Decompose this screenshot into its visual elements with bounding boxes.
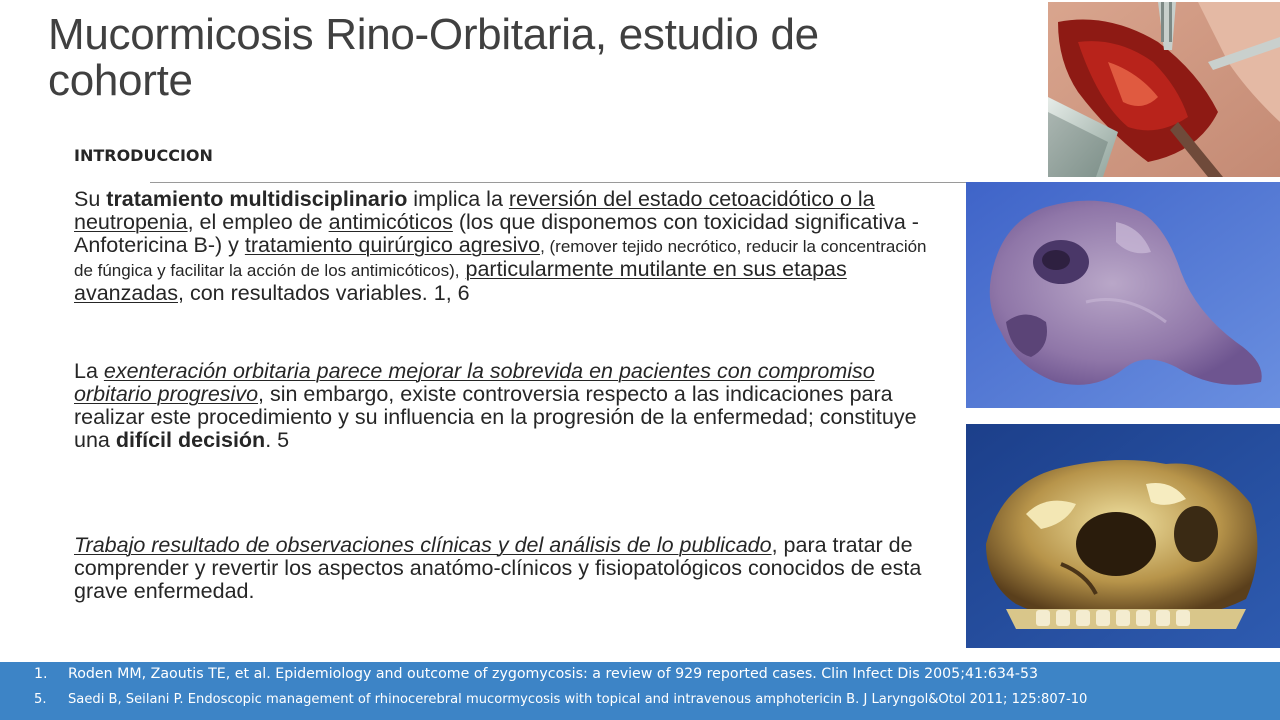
p1-small-text: , (remover tejido necrótico, reducir la concentración de fúngica y facilitar la acción de los antimicóticos),: [74, 237, 927, 280]
p2-bold-decision: difícil decisión: [115, 428, 266, 452]
surgical-photo: [1048, 2, 1280, 177]
reference-item: [34, 692, 1264, 707]
p2-text: , sin embargo, existe controversia respecto a las indicaciones para realizar este procedimiento y su influencia en la progresión de la enfermedad; constituye una: [74, 382, 917, 452]
divider-line: [150, 182, 968, 183]
p1-underline-mutilating: particularmente mutilante en sus etapas avanzadas: [74, 257, 847, 305]
p1-text: (los que disponemos con toxicidad significativa -Anfotericina B-) y: [74, 210, 919, 257]
paragraph-exenteration: [74, 360, 940, 452]
p1-text: Su: [74, 187, 107, 211]
p1-underline-reversion: reversión del estado cetoacidótico o la neutropenia: [74, 187, 875, 234]
p2-text: La: [74, 359, 104, 383]
paragraph-treatment: [74, 188, 940, 305]
section-label: INTRODUCCION: [74, 146, 213, 165]
p1-bold-multidisciplinary: tratamiento multidisciplinario: [106, 187, 408, 211]
reference-text: Roden MM, Zaoutis TE, et al. Epidemiology and outcome of zygomycosis: a review of 929 reported cases. Clin Infect Dis 2005;41:634-53: [68, 666, 1039, 682]
reference-text: Saedi B, Seilani P. Endoscopic management of rhinocerebral mucormycosis with topical and intravenous amphotericin B. J Laryngol&Otol 2011; 125:807-10: [68, 692, 1088, 707]
slide-title: Mucormicosis Rino-Orbitaria, estudio de cohorte: [48, 10, 819, 105]
p3-text: , para tratar de comprender y revertir los aspectos anatómo-clínicos y fisiopatológicos conocidos de esta grave enfermedad.: [74, 533, 922, 603]
p1-underline-antimycotics: antimicóticos: [328, 210, 453, 234]
p2-underline-italic-exenteration: exenteración orbitaria parece mejorar la sobrevida en pacientes con compromiso orbitario progresivo: [74, 359, 875, 406]
p3-underline-italic-study: Trabajo resultado de observaciones clínicas y del análisis de lo publicado: [74, 533, 772, 557]
tissue-specimen-photo: [966, 182, 1280, 408]
p2-text: . 5: [265, 428, 290, 452]
skull-specimen-photo: [966, 424, 1280, 648]
paragraph-study: [74, 534, 940, 603]
reference-number: 5.: [34, 692, 47, 707]
p1-underline-surgery: tratamiento quirúrgico agresivo: [244, 233, 541, 257]
p1-text: , con resultados variables. 1, 6: [178, 281, 470, 305]
p1-text: , el empleo de: [187, 210, 329, 234]
p1-text: implica la: [407, 187, 509, 211]
reference-item: [34, 666, 1264, 682]
reference-number: 1.: [34, 666, 48, 682]
